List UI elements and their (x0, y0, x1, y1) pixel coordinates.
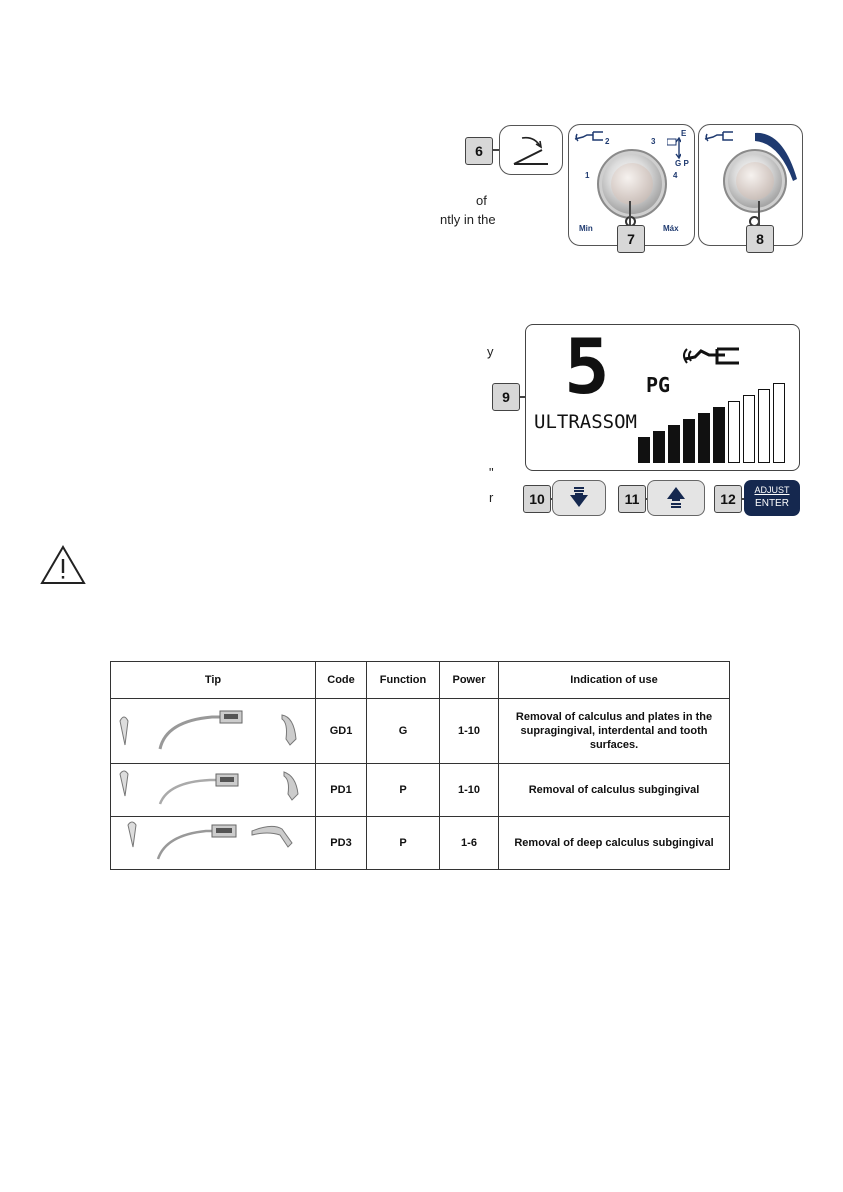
cell-code: PD3 (316, 817, 367, 870)
tip-pd3-drawing (112, 817, 314, 865)
header-power: Power (440, 662, 499, 699)
power-knob-cap (611, 163, 653, 205)
dial-label-min: Min (579, 224, 593, 233)
cell-power: 1-6 (440, 817, 499, 870)
tip-image-gd1 (111, 699, 316, 764)
table-row (111, 764, 730, 817)
dial-label-1: 1 (585, 171, 590, 180)
lcd-display (525, 324, 800, 471)
tip-pd1-drawing (112, 764, 314, 812)
pedal-panel[interactable] (499, 125, 563, 175)
ultrasonic-handpiece-icon-2 (703, 129, 739, 147)
lcd-function-text: ULTRASSOM (534, 411, 637, 433)
dial-label-e: E (681, 129, 687, 138)
cell-power: 1-10 (440, 764, 499, 817)
lcd-handpiece-icon (679, 343, 751, 369)
cell-power: 1-10 (440, 699, 499, 764)
up-button[interactable] (647, 480, 705, 516)
foot-pedal-icon (500, 126, 562, 174)
callout-12: 12 (714, 485, 742, 513)
callout-8: 8 (746, 225, 774, 253)
lcd-mode: PG (646, 373, 671, 397)
text-fragment-y: y (487, 344, 494, 359)
tip-image-pd3 (111, 817, 316, 870)
text-fragment-quote: " (489, 465, 494, 480)
cell-code: GD1 (316, 699, 367, 764)
warning-icon (40, 545, 86, 585)
water-knob-cap (736, 162, 774, 200)
callout-9: 9 (492, 383, 520, 411)
callout-8-leader (758, 201, 760, 225)
callout-7: 7 (617, 225, 645, 253)
arrow-up-icon (666, 487, 686, 509)
header-tip: Tip (111, 662, 316, 699)
lcd-power-bar-1 (638, 437, 650, 463)
ultrasonic-handpiece-icon (573, 129, 609, 147)
lcd-power-bar-2 (653, 431, 665, 463)
lcd-power-bars (638, 381, 788, 463)
cell-function: P (367, 817, 440, 870)
lcd-power-bar-9 (758, 389, 770, 463)
mode-arrow-icon (667, 137, 681, 161)
tip-gd1-drawing (112, 699, 314, 759)
water-knob[interactable] (723, 149, 787, 213)
lcd-power-bar-3 (668, 425, 680, 463)
text-fragment-ntly: ntly in the (440, 212, 496, 227)
dial-label-gp: G P (675, 159, 689, 168)
cell-indication: Removal of calculus and plates in the supragingival, interdental and tooth surfaces. (499, 699, 730, 764)
dial-label-max: Máx (663, 224, 679, 233)
callout-6: 6 (465, 137, 493, 165)
table-row (111, 817, 730, 870)
header-code: Code (316, 662, 367, 699)
tip-image-pd1 (111, 764, 316, 817)
text-fragment-of: of (476, 193, 487, 208)
header-function: Function (367, 662, 440, 699)
cell-indication: Removal of deep calculus subgingival (499, 817, 730, 870)
down-button[interactable] (552, 480, 606, 516)
cell-code: PD1 (316, 764, 367, 817)
lcd-power-bar-5 (698, 413, 710, 463)
dial-label-4: 4 (673, 171, 678, 180)
cell-function: G (367, 699, 440, 764)
callout-10: 10 (523, 485, 551, 513)
lcd-power-bar-8 (743, 395, 755, 463)
dial-label-3: 3 (651, 137, 656, 146)
text-fragment-r: r (489, 490, 494, 505)
lcd-power-bar-4 (683, 419, 695, 463)
dial-label-2: 2 (605, 137, 610, 146)
lcd-power-bar-6 (713, 407, 725, 463)
arrow-down-icon (569, 487, 589, 509)
enter-label: ENTER (755, 498, 789, 509)
lcd-power-bar-7 (728, 401, 740, 463)
adjust-enter-button[interactable] (744, 480, 800, 516)
power-knob[interactable] (597, 149, 667, 219)
lcd-power-bar-10 (773, 383, 785, 463)
cell-indication: Removal of calculus subgingival (499, 764, 730, 817)
cell-function: P (367, 764, 440, 817)
table-header-row (111, 662, 730, 699)
tip-table (110, 661, 730, 870)
header-indication: Indication of use (499, 662, 730, 699)
callout-11: 11 (618, 485, 646, 513)
lcd-power-digit: 5 (564, 322, 610, 411)
table-row (111, 699, 730, 764)
callout-7-leader (629, 201, 631, 225)
adjust-label: ADJUST (754, 485, 790, 495)
